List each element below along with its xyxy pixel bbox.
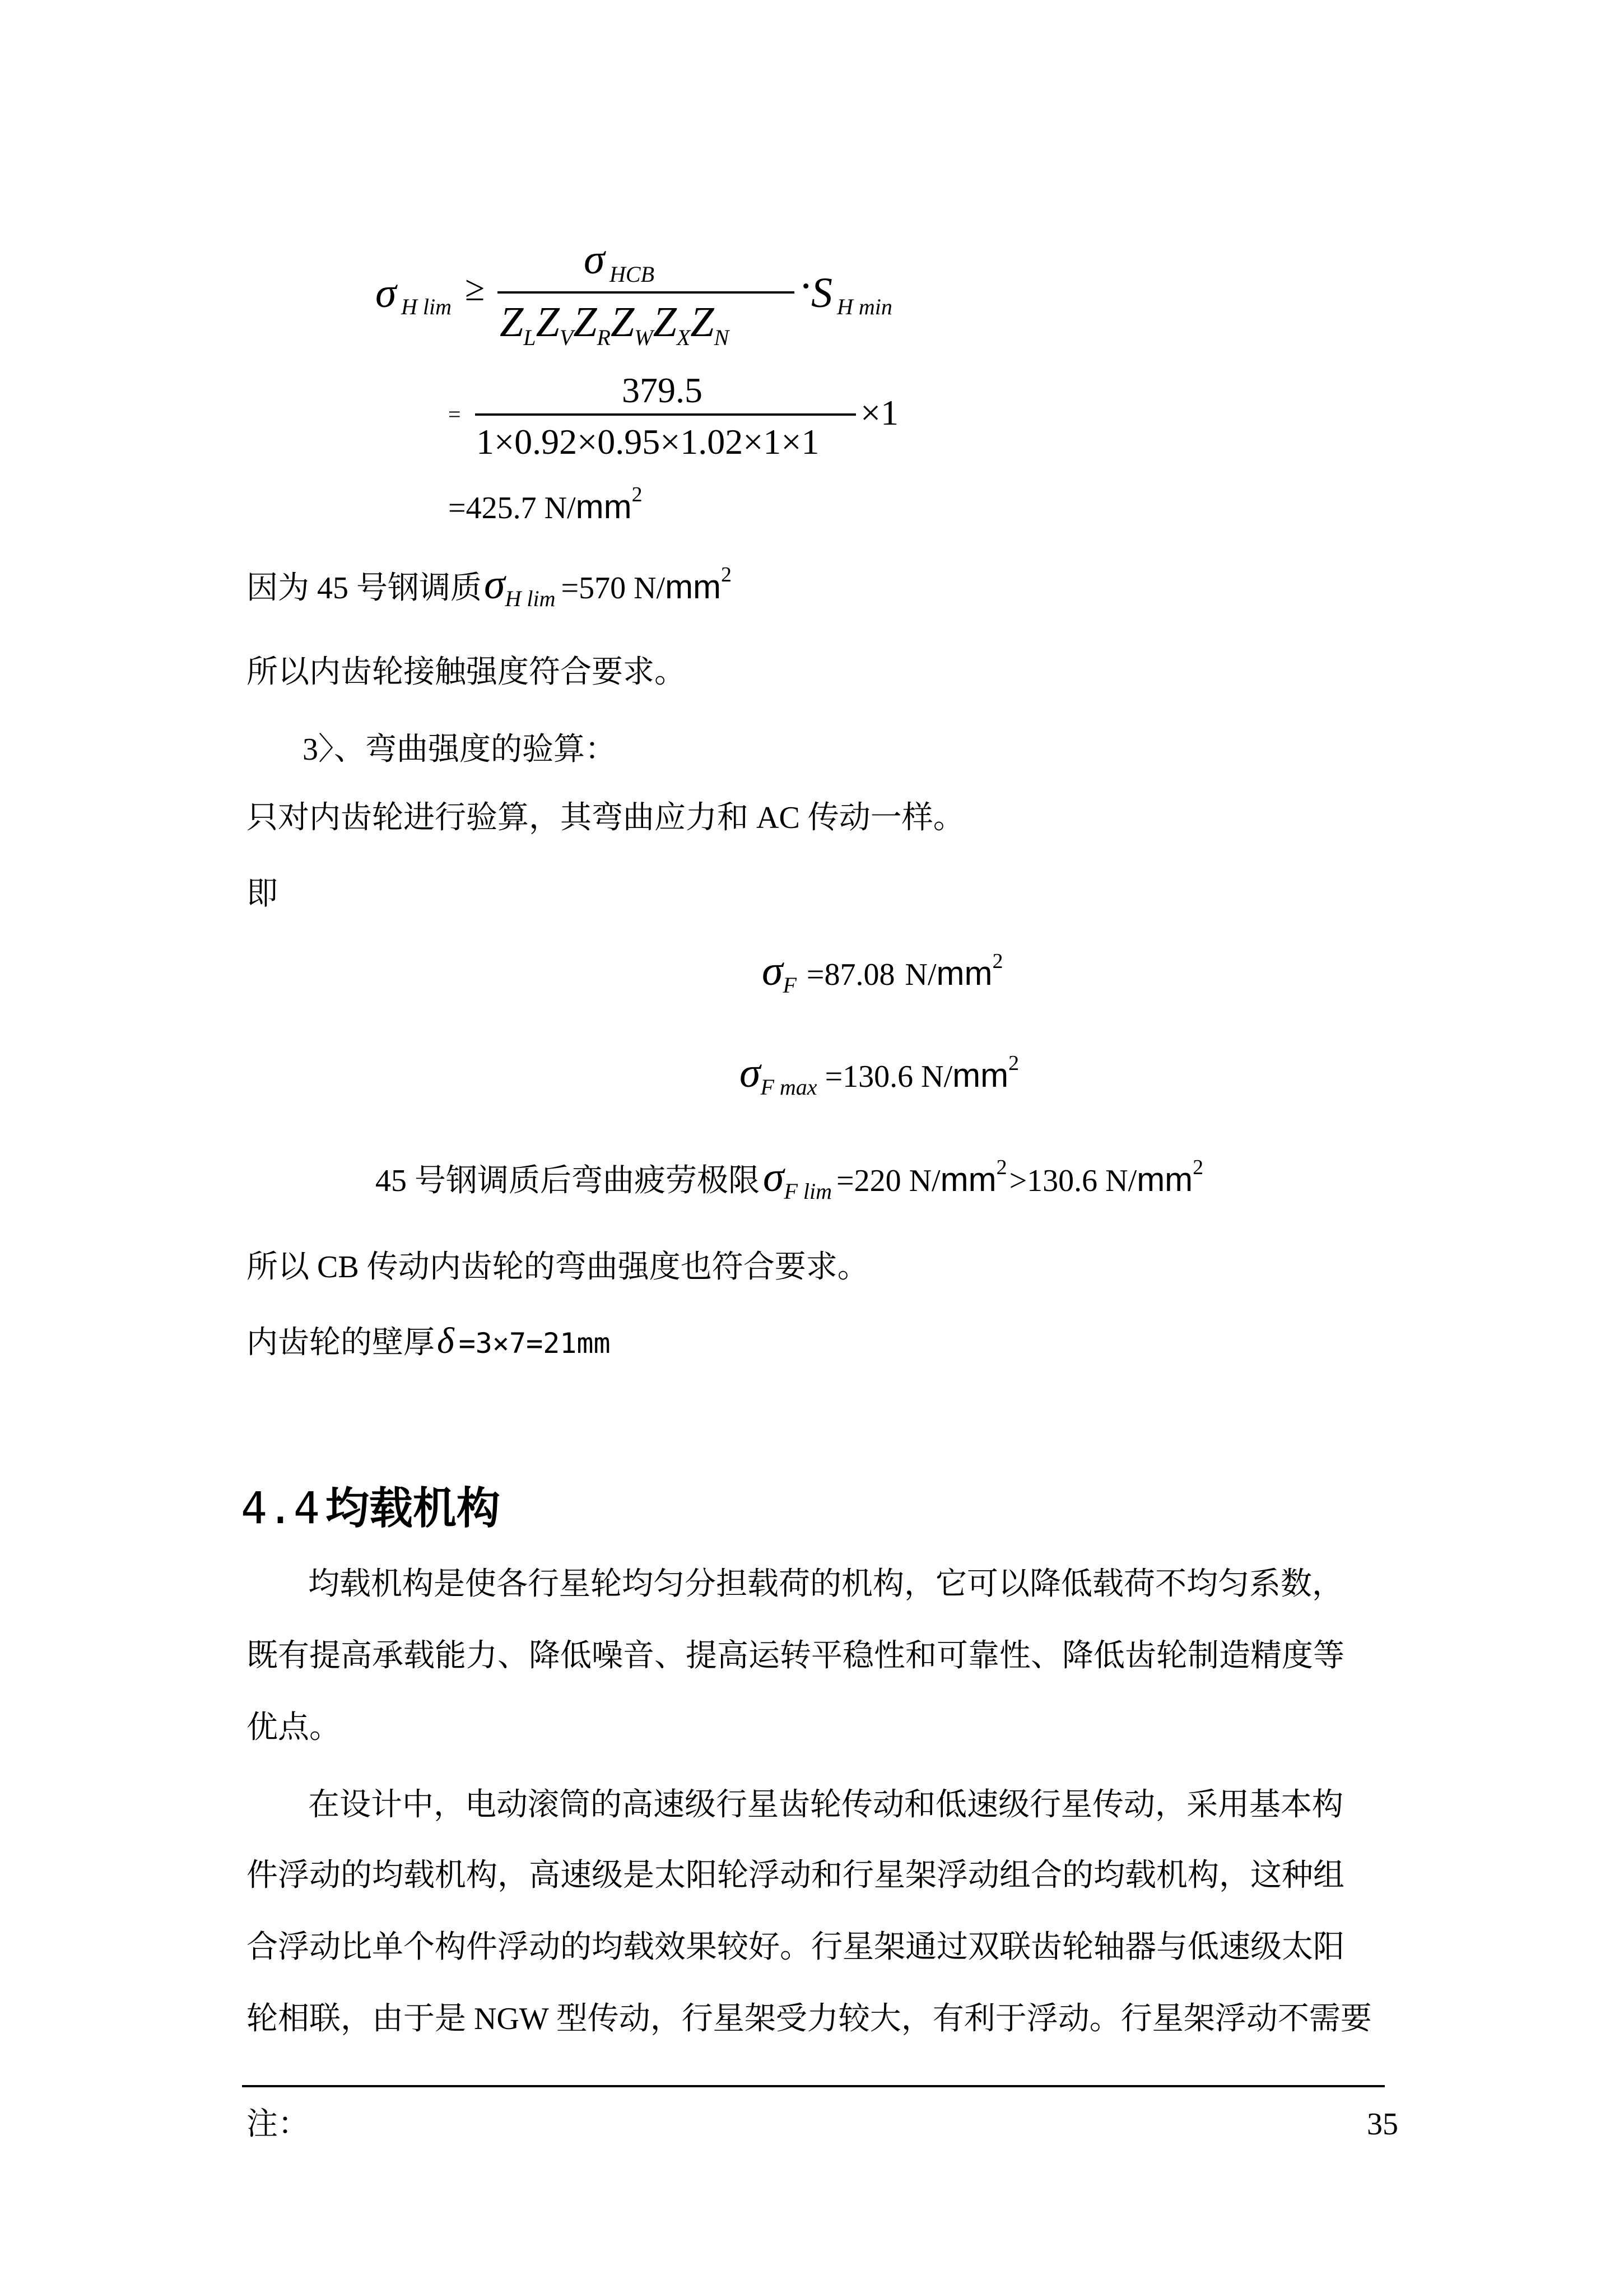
unit-mm: mm [952, 1057, 1009, 1094]
step3-heading: 3〉、弯曲强度的验算： [303, 732, 616, 767]
line-ji: 即 [246, 877, 278, 911]
unit-exponent: 2 [721, 563, 732, 587]
formula-result [448, 483, 643, 538]
paragraph-line: 在设计中，电动滚筒的高速级行星齿轮传动和低速级行星传动，采用基本构 [308, 1788, 1343, 1822]
unit-mm: mm [940, 1161, 997, 1198]
compare-value: >130.6 N/ [1009, 1164, 1137, 1198]
z-subscript: L [523, 325, 536, 350]
numerator-subscript: HCB [609, 262, 654, 287]
sigma-subscript: F max [760, 1074, 817, 1100]
steel-prefix: 因为 45 号钢调质 [246, 571, 482, 606]
paragraph-line: 轮相联，由于是 NGW 型传动，行星架受力较大，有利于浮动。行星架浮动不需要 [246, 2002, 1372, 2036]
footer-rule [242, 2085, 1385, 2087]
line-steel-limit [246, 560, 732, 616]
unit-exponent: 2 [996, 1156, 1007, 1179]
z-subscript: V [559, 325, 574, 350]
z-subscript: R [597, 325, 611, 350]
fraction-bar [475, 413, 856, 416]
sigma-subscript: H lim [505, 586, 556, 611]
conclusion-bending: 所以 CB 传动内齿轮的弯曲强度也符合要求。 [246, 1250, 869, 1285]
geq-sign: ≥ [465, 268, 485, 308]
unit-exponent-2: 2 [1193, 1156, 1204, 1179]
unit-mm-2: mm [1137, 1161, 1193, 1198]
line-only-internal: 只对内齿轮进行验算，其弯曲应力和 AC 传动一样。 [246, 801, 965, 835]
footer-note: 注： [246, 2107, 309, 2142]
z-factor: Z [573, 299, 597, 346]
sigma-symbol: σ [739, 1049, 761, 1096]
z-factor: Z [653, 299, 677, 346]
line-fatigue-limit [375, 1153, 1203, 1209]
result-value: =425.7 N/ [448, 491, 576, 525]
wall-prefix: 内齿轮的壁厚 [246, 1325, 435, 1360]
safety-factor-subscript: H min [837, 294, 892, 319]
numerator-sigma: σ [584, 236, 605, 283]
section-number: 4.4 [241, 1483, 320, 1534]
sigma-symbol: σ [762, 947, 783, 994]
unit-mm: mm [575, 488, 632, 525]
conclusion-contact: 所以内齿轮接触强度符合要求。 [246, 655, 686, 690]
times-one: ×1 [860, 393, 899, 432]
delta-symbol: δ [437, 1320, 454, 1361]
line-wall-thickness [246, 1320, 611, 1365]
formula-sigma-f [762, 947, 1003, 1003]
z-subscript: X [676, 325, 691, 350]
sigma-symbol: σ [763, 1153, 784, 1200]
denominator-terms [500, 298, 729, 350]
dot-operator: · [799, 263, 813, 310]
subscript: H lim [401, 294, 452, 319]
sigma-subscript: F [783, 972, 797, 998]
sigma-symbol: σ [484, 561, 505, 608]
z-factor: Z [536, 299, 560, 346]
paragraph-line: 既有提高承载能力、降低噪音、提高运转平稳性和可靠性、降低齿轮制造精度等 [246, 1639, 1344, 1673]
numerator-value: 379.5 [622, 370, 702, 410]
formula-contact-limit [375, 235, 892, 350]
sigma-subscript: F lim [784, 1179, 832, 1204]
paragraph-line: 优点。 [246, 1710, 341, 1745]
z-factor: Z [500, 299, 524, 346]
z-factor: Z [610, 299, 635, 346]
wall-value: =3×7=21mm [458, 1327, 611, 1360]
formula-sigma-fmax [739, 1049, 1019, 1105]
fatigue-prefix: 45 号钢调质后弯曲疲劳极限 [375, 1164, 760, 1198]
paragraph-line: 合浮动比单个构件浮动的均载效果较好。行星架通过双联齿轮轴器与低速级太阳 [246, 1930, 1344, 1965]
sigma-symbol: σ [375, 269, 397, 317]
z-subscript: W [634, 325, 653, 350]
z-subscript: N [714, 325, 729, 350]
equals-sign: = [448, 402, 461, 427]
section-title: 均载机构 [325, 1483, 500, 1533]
page-number: 35 [1367, 2107, 1398, 2142]
fraction-bar [497, 291, 794, 294]
unit-exponent: 2 [631, 483, 643, 506]
fatigue-value: =220 N/ [836, 1164, 941, 1198]
unit-mm: mm [665, 568, 722, 606]
sigma-f-value: =87.08 [806, 957, 895, 992]
formula-substitution [448, 370, 952, 471]
paragraph-line: 均载机构是使各行星轮均匀分担载荷的机构，它可以降低载荷不均匀系数， [308, 1567, 1343, 1602]
denominator-value: 1×0.92×0.95×1.02×1×1 [476, 422, 820, 462]
z-factor: Z [690, 299, 714, 346]
unit-exponent: 2 [1008, 1051, 1020, 1075]
safety-factor-symbol: S [811, 269, 832, 317]
steel-value: =570 N/ [561, 571, 666, 606]
unit-exponent: 2 [992, 950, 1003, 973]
section-heading [241, 1473, 500, 1536]
paragraph-line: 件浮动的均载机构，高速级是太阳轮浮动和行星架浮动组合的均载机构，这种组 [246, 1858, 1344, 1893]
sigma-fmax-value: =130.6 N/ [825, 1059, 953, 1094]
unit-mm: mm [936, 955, 993, 992]
unit-prefix: N/ [905, 957, 937, 992]
